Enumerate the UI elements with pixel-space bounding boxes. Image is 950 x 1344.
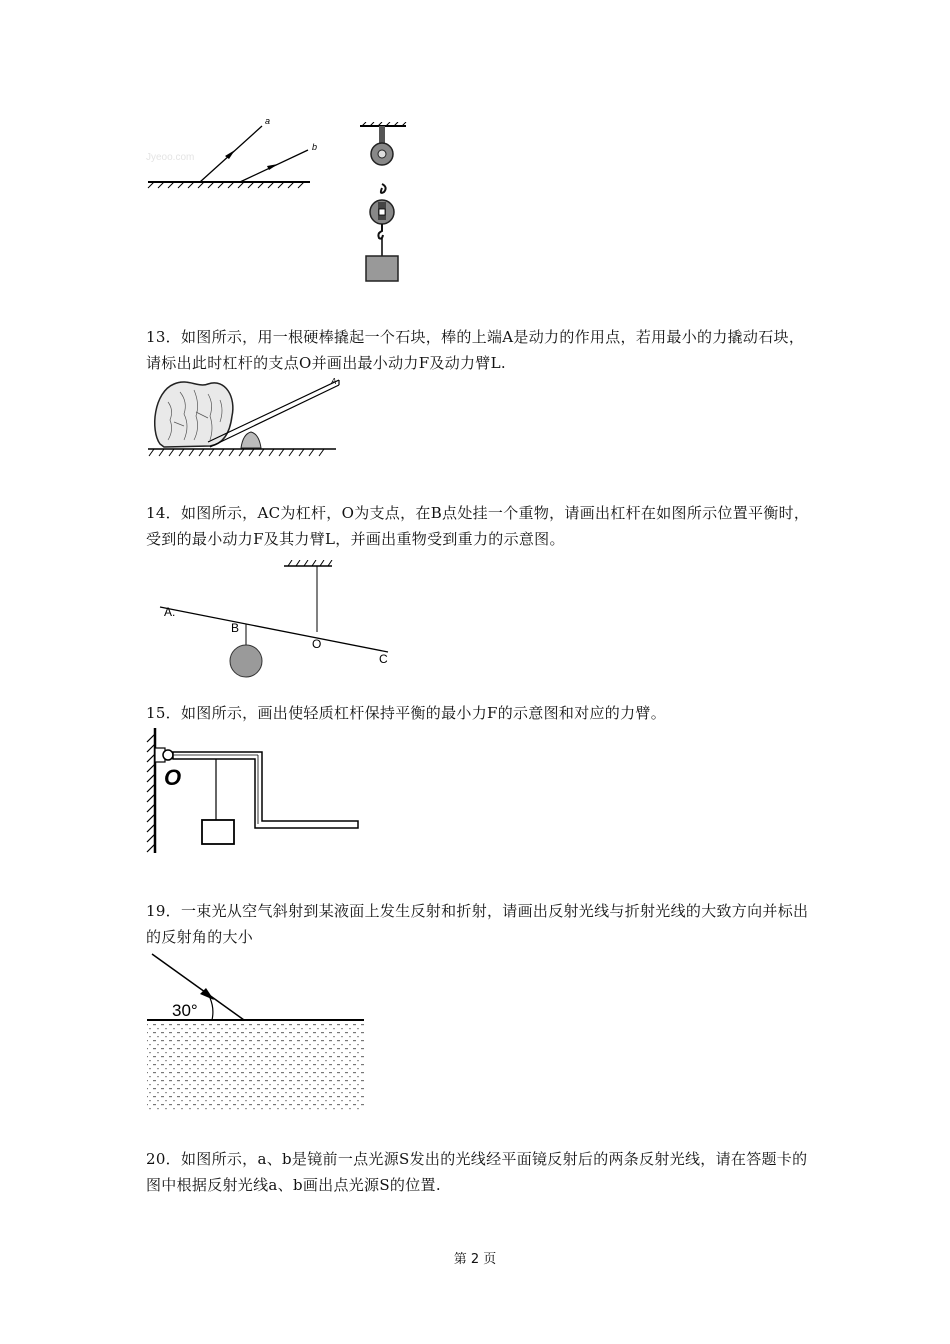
label-O: O (164, 765, 182, 790)
question-14: 14．如图所示，AC为杠杆，O为支点，在B点处挂一个重物，请画出杠杆在如图所示位置平衡时，受到的最小动力F及其力臂L，并画出重物受到重力的示意图。 (146, 504, 810, 548)
watermark: Jyeoo.com (146, 152, 195, 163)
liquid-surface-figure (144, 950, 369, 1115)
bent-lever (173, 752, 358, 828)
label-b: b (312, 142, 318, 152)
hanging-box (202, 820, 234, 844)
hanging-weight (230, 645, 262, 677)
question-20: 20．如图所示，a、b是镜前一点光源S发出的光线经平面镜反射后的两条反射光线，请在答题卡的图中根据反射光线a、b画出点光源S的位置. (146, 1150, 808, 1194)
question-15: 15．如图所示，画出使轻质杠杆保持平衡的最小力F的示意图和对应的力臂。 (146, 704, 666, 722)
incident-ray (152, 954, 244, 1020)
fulcrum-stone (241, 432, 261, 448)
lever-ac-figure (150, 560, 410, 678)
label-B: B (231, 621, 240, 635)
question-19: 19．一束光从空气斜射到某液面上发生反射和折射，请画出反射光线与折射光线的大致方向并标出的反射角的大小 (146, 902, 809, 946)
angle-label: 30° (172, 1001, 198, 1020)
page-number: 第 2 页 (453, 1252, 497, 1267)
pulley-figure (352, 122, 412, 287)
pivot-O (163, 750, 173, 760)
label-A: A. (164, 605, 176, 619)
label-a: a (265, 116, 271, 126)
bent-lever-figure (144, 722, 369, 856)
question-13: 13．如图所示，用一根硬棒撬起一个石块，棒的上端A是动力的作用点，若用最小的力撬动石块，请标出此时杠杆的支点O并画出最小动力F及动力臂L. (146, 328, 805, 372)
rock (155, 382, 233, 447)
weight-block (366, 256, 398, 281)
label-C: C (379, 652, 388, 666)
label-O: O (312, 637, 322, 651)
lever-ac (160, 607, 388, 652)
lever-rock-figure (146, 372, 356, 462)
label-A: A (331, 377, 337, 386)
mirror-reflection-figure (140, 108, 320, 198)
